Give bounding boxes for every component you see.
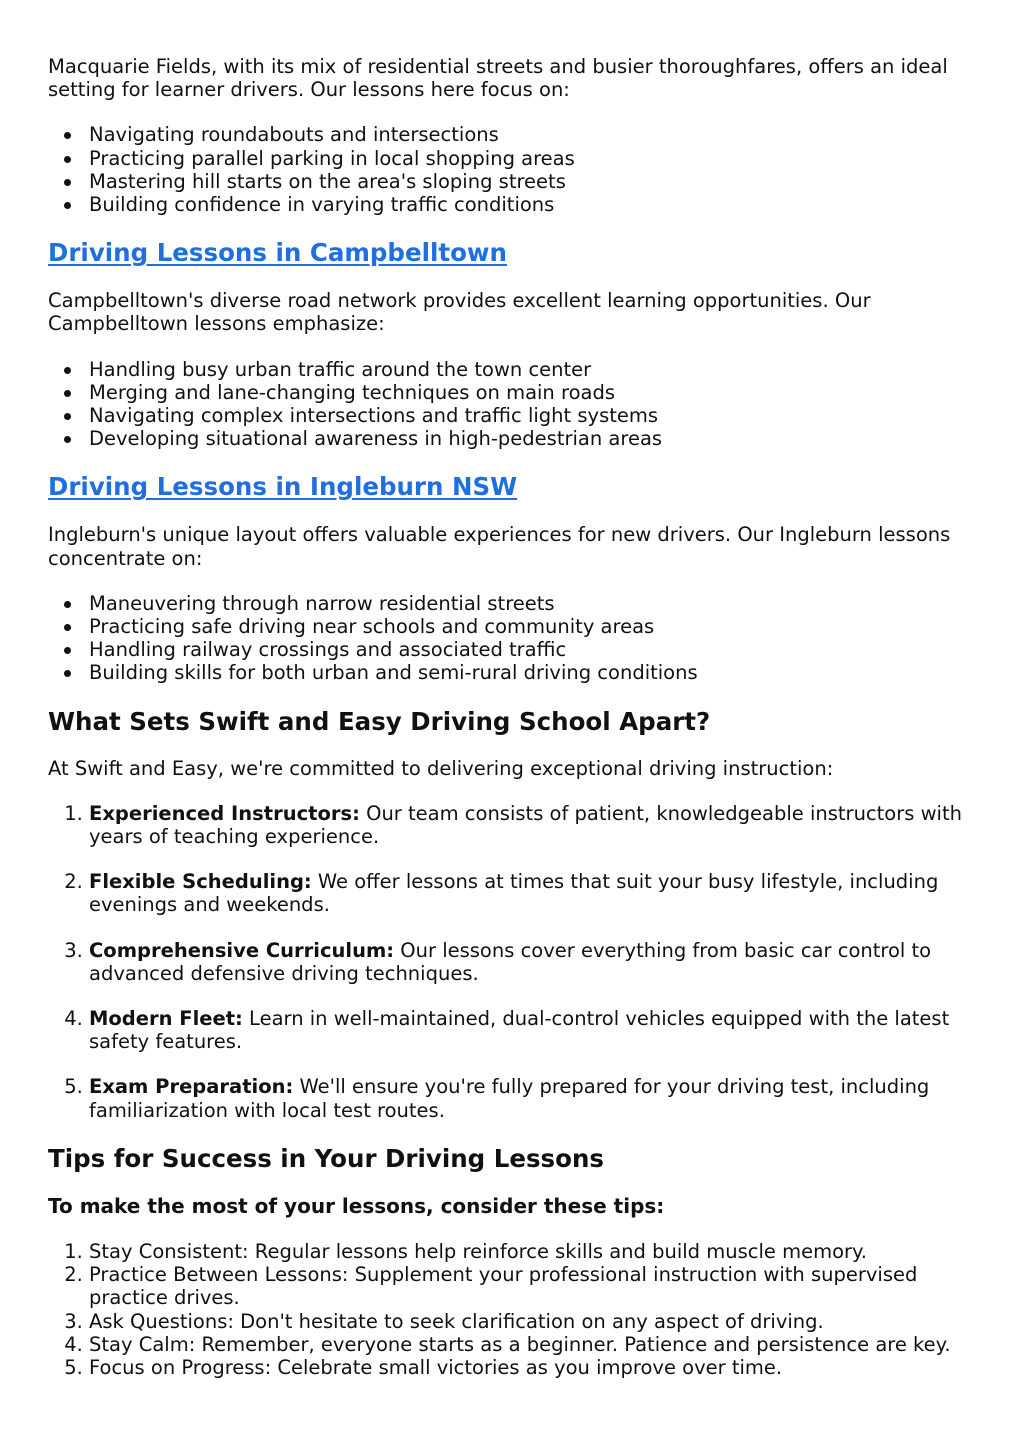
feature-label: Comprehensive Curriculum: (89, 938, 395, 962)
tips-heading: Tips for Success in Your Driving Lessons (48, 1143, 604, 1173)
list-item: Practicing safe driving near schools and community areas (89, 615, 973, 638)
list-item: Handling railway crossings and associated traffic (89, 638, 973, 661)
list-item: Merging and lane-changing techniques on main roads (89, 381, 973, 404)
feature-item (89, 939, 973, 985)
tip-item: 4. Stay Calm: Remember, everyone starts as a beginner. Patience and persistence are key. (89, 1333, 973, 1356)
list-item: Practicing parallel parking in local shopping areas (89, 147, 973, 170)
feature-text: Learn in well-maintained, dual-control vehicles equipped with the latest safety features. (89, 1007, 950, 1054)
ingleburn-list (48, 592, 973, 685)
feature-label: Exam Preparation: (89, 1075, 294, 1099)
intro-focus-list (48, 123, 973, 216)
apart-paragraph: At Swift and Easy, we're committed to delivering exceptional driving instruction: (48, 756, 834, 780)
ingleburn-paragraph: Ingleburn's unique layout offers valuable experiences for new drivers. Our Ingleburn lessons concentrate on: (48, 523, 951, 570)
list-item: Developing situational awareness in high-pedestrian areas (89, 427, 973, 450)
tip-item: 5. Focus on Progress: Celebrate small victories as you improve over time. (89, 1356, 973, 1379)
campbelltown-paragraph: Campbelltown's diverse road network provides excellent learning opportunities. Our Campbelltown lessons emphasize: (48, 289, 871, 336)
campbelltown-heading-link[interactable]: Driving Lessons in Campbelltown (48, 238, 507, 268)
list-item: Mastering hill starts on the area's sloping streets (89, 170, 973, 193)
feature-text: We'll ensure you're fully prepared for your driving test, including familiarization with local test routes. (89, 1075, 930, 1122)
campbelltown-list (48, 358, 973, 451)
list-item: Navigating complex intersections and traffic light systems (89, 404, 973, 427)
intro-paragraph: Macquarie Fields, with its mix of residential streets and busier thoroughfares, offers an ideal setting for learner drivers. Our lessons here focus on: (48, 55, 948, 102)
tips-list (48, 1240, 973, 1379)
feature-label: Experienced Instructors: (89, 801, 360, 825)
feature-text: Our team consists of patient, knowledgeable instructors with years of teaching experience. (89, 801, 962, 849)
apart-heading: What Sets Swift and Easy Driving School Apart? (48, 706, 711, 736)
feature-text: Our lessons cover everything from basic car control to advanced defensive driving techniques. (89, 938, 932, 985)
features-list (48, 802, 973, 1122)
feature-item (89, 1007, 973, 1053)
tip-item: 2. Practice Between Lessons: Supplement your professional instruction with supervised practice drives. (89, 1263, 973, 1309)
ingleburn-heading-link[interactable]: Driving Lessons in Ingleburn NSW (48, 472, 518, 502)
tip-item: 3. Ask Questions: Don't hesitate to seek clarification on any aspect of driving. (89, 1310, 973, 1333)
list-item: Building skills for both urban and semi-rural driving conditions (89, 661, 973, 684)
feature-item (89, 802, 973, 848)
list-item: Handling busy urban traffic around the town center (89, 358, 973, 381)
list-item: Building confidence in varying traffic conditions (89, 193, 973, 216)
list-item: Maneuvering through narrow residential streets (89, 592, 973, 615)
document-content (48, 55, 973, 1379)
feature-label: Modern Fleet: (89, 1007, 243, 1031)
list-item: Navigating roundabouts and intersections (89, 123, 973, 146)
feature-text: We offer lessons at times that suit your busy lifestyle, including evenings and weekends. (89, 870, 939, 917)
feature-item (89, 1075, 973, 1121)
feature-label: Flexible Scheduling: (89, 870, 312, 894)
tip-item: 1. Stay Consistent: Regular lessons help reinforce skills and build muscle memory. (89, 1240, 973, 1263)
feature-item (89, 870, 973, 916)
tips-subheading: To make the most of your lessons, consider these tips: (48, 1193, 665, 1218)
